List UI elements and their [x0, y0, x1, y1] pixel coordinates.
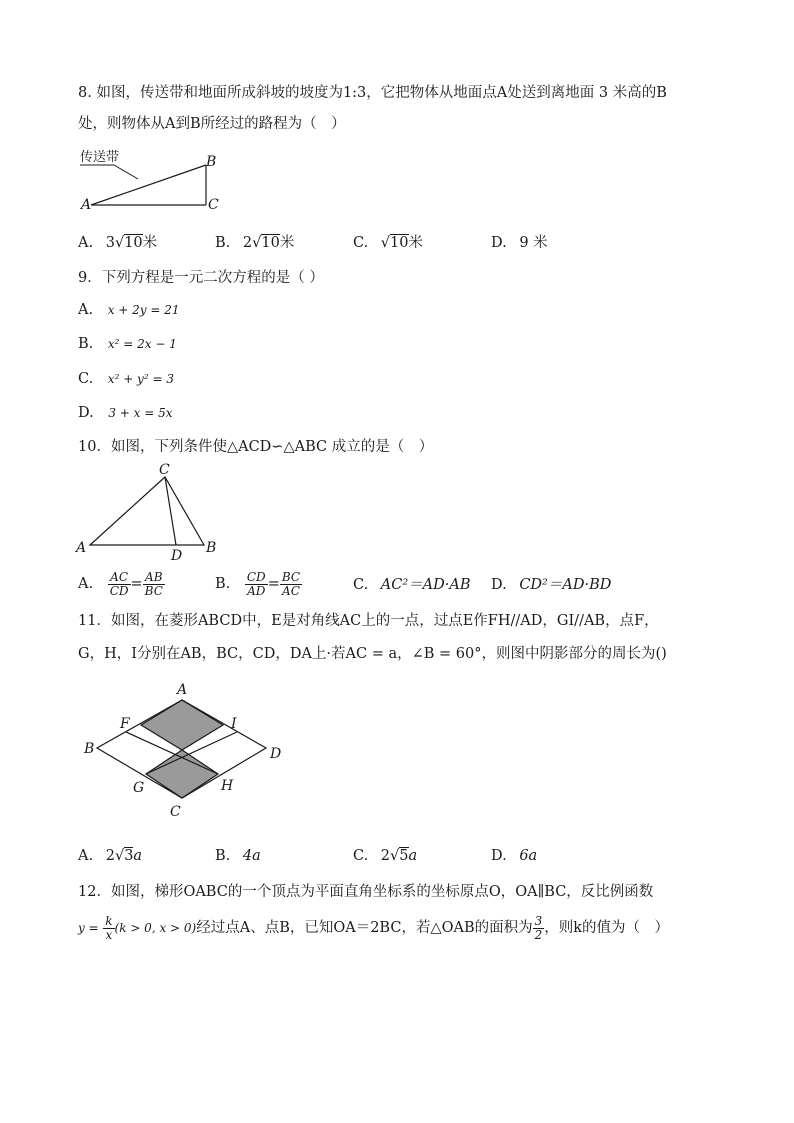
q8-label-C: C — [208, 197, 219, 213]
q9-option-d — [78, 404, 173, 422]
q9-stem: 9．下列方程是一元二次方程的是（ ） — [78, 270, 324, 286]
q11-label-F: F — [120, 716, 130, 732]
option-text: 4a — [242, 848, 261, 864]
fn-fraction: $\frac{k}{x}$ — [105, 913, 113, 942]
q8-option-c — [353, 234, 423, 252]
option-text: x² = 2x − 1 — [107, 337, 177, 351]
q11-stem-line1: 11．如图，在菱形ABCD中，E是对角线AC上的一点，过点E作FH//AD，GI//AB，点F， — [78, 613, 659, 629]
q9-option-b — [78, 335, 177, 353]
radicand: 3 — [124, 848, 134, 864]
q11-shaded-top — [141, 700, 223, 750]
fraction: $\frac{AC}{CD}$ — [109, 569, 129, 598]
q10-option-c — [353, 576, 471, 594]
q8-figure — [78, 146, 228, 216]
q9-option-c — [78, 370, 174, 388]
radicand: 10 — [390, 235, 409, 251]
sqrt-icon: √ — [114, 235, 125, 251]
sqrt-icon: √ — [390, 848, 400, 864]
fn-condition: (k > 0, x > 0) — [114, 921, 197, 935]
option-key: C. — [353, 848, 369, 864]
option-key: A. — [78, 576, 94, 592]
q10-label-B: B — [206, 540, 217, 556]
tail: a — [408, 848, 418, 864]
option-key: D. — [491, 848, 507, 864]
radicand: 10 — [261, 235, 280, 251]
coef: 2 — [105, 848, 115, 864]
equals: = — [267, 576, 280, 592]
q10-label-D: D — [171, 548, 183, 564]
tail: a — [133, 848, 143, 864]
sqrt-icon: √ — [252, 235, 262, 251]
q11-label-G: G — [133, 780, 145, 796]
coef: 3 — [105, 235, 115, 251]
option-key: C. — [78, 371, 94, 387]
q10-stem: 10．如图，下列条件使△ACD∽△ABC 成立的是（ ） — [78, 439, 434, 455]
q10-label-A: A — [76, 540, 87, 556]
option-text: 3 + x = 5x — [108, 406, 173, 420]
coef: 2 — [380, 848, 391, 864]
q11-option-a — [78, 847, 142, 865]
q8-option-a — [78, 234, 157, 252]
option-key: B. — [215, 235, 231, 251]
q8-label-A: A — [81, 197, 92, 213]
option-key: B. — [215, 576, 231, 592]
q9-option-a — [78, 301, 180, 319]
option-key: A. — [78, 302, 94, 318]
option-key: D. — [491, 235, 507, 251]
q10-option-a — [78, 568, 165, 600]
q10-figure — [72, 460, 222, 564]
q11-option-c — [353, 847, 417, 865]
q8-stem-line1: 8. 如图，传送带和地面所成斜坡的坡度为1:3，它把物体从地面点A处送到离地面 3 米高的B — [78, 85, 667, 101]
q8-option-d — [491, 234, 548, 252]
unit: 米 — [408, 235, 423, 251]
sqrt-icon: √ — [380, 235, 391, 251]
q11-label-H: H — [221, 778, 234, 794]
q11-label-B: B — [84, 741, 95, 757]
unit: 米 — [279, 235, 295, 251]
option-text: 6a — [519, 848, 538, 864]
option-text: x + 2y = 21 — [107, 303, 180, 317]
q10-option-b — [215, 568, 302, 600]
option-key: C. — [353, 235, 369, 251]
option-key: B. — [78, 336, 94, 352]
q12-stem-line2 — [78, 912, 669, 944]
q8-belt-label: 传送带 — [80, 150, 120, 165]
q12-stem-line1: 12．如图，梯形OABC的一个顶点为平面直角坐标系的坐标原点O，OA∥BC，反比例函数 — [78, 884, 654, 900]
sqrt-icon: √ — [114, 848, 125, 864]
fraction: $\frac{CD}{AD}$ — [246, 569, 266, 598]
radicand: 5 — [399, 848, 409, 864]
option-text: CD²＝AD·BD — [519, 577, 612, 593]
radicand: 10 — [124, 235, 143, 251]
option-key: D. — [78, 405, 94, 421]
q11-label-D: D — [270, 746, 282, 762]
q11-label-C: C — [170, 804, 181, 820]
q11-label-A: A — [177, 682, 188, 698]
q11-stem-line2: G，H，I分别在AB，BC，CD，DA上·若AC = a，∠B = 60°，则图中阴影部分的周长为() — [78, 646, 667, 662]
q8-option-b — [215, 234, 294, 252]
equals: = — [130, 576, 143, 592]
option-key: A. — [78, 235, 94, 251]
fn-lhs: y = — [78, 921, 99, 935]
q12-text-a: 经过点A、点B，已知OA＝2BC，若△OAB的面积为 — [196, 920, 533, 936]
option-key: C. — [353, 577, 369, 593]
coef: 2 — [242, 235, 253, 251]
option-text: x² + y² = 3 — [107, 372, 174, 386]
option-text: 9 米 — [519, 235, 548, 251]
q11-label-I: I — [231, 716, 237, 732]
q8-stem-line2: 处，则物体从A到B所经过的路程为（ ） — [78, 116, 346, 132]
q11-option-b — [215, 847, 261, 865]
unit: 米 — [142, 235, 158, 251]
fraction: $\frac{BC}{AC}$ — [281, 569, 301, 598]
q11-figure — [78, 678, 298, 823]
area-fraction: $\frac{3}{2}$ — [534, 913, 543, 942]
fraction: $\frac{AB}{BC}$ — [144, 569, 163, 598]
option-key: B. — [215, 848, 231, 864]
option-text: AC²＝AD·AB — [380, 577, 471, 593]
q10-option-d — [491, 576, 611, 594]
q11-option-d — [491, 847, 537, 865]
option-key: D. — [491, 577, 507, 593]
q12-text-b: ，则k的值为（ ） — [544, 920, 670, 936]
option-key: A. — [78, 848, 94, 864]
q8-label-B: B — [206, 154, 217, 170]
q10-label-C: C — [159, 462, 170, 478]
